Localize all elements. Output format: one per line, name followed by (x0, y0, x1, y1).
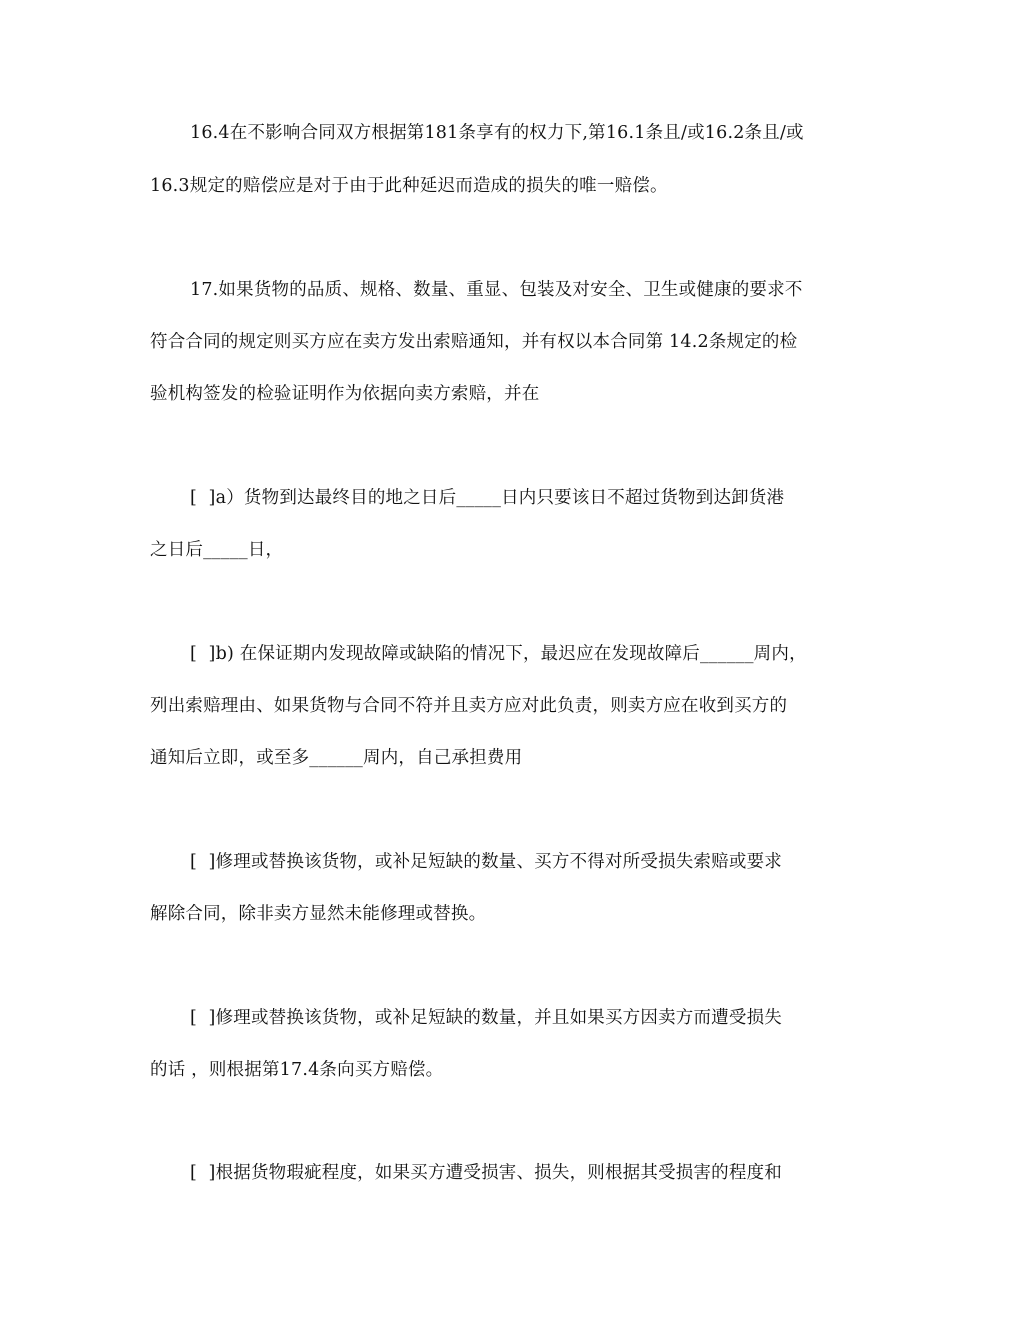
option-b-line-1: [ ]b) 在保证期内发现故障或缺陷的情况下，最迟应在发现故障后______周内， (190, 644, 807, 664)
remedy-option-3-line-1: [ ]根据货物瑕疵程度，如果买方遭受损害、损失，则根据其受损害的程度和 (190, 1163, 782, 1183)
option-a-line-1: [ ]a）货物到达最终目的地之日后_____日内只要该日不超过货物到达卸货港 (190, 488, 785, 508)
remedy-option-2-line-1: [ ]修理或替换该货物，或补足短缺的数量，并且如果买方因卖方而遭受损失 (190, 1008, 782, 1028)
paragraph-17-line-2: 符合合同的规定则买方应在卖方发出索赔通知，并有权以本合同第 14.2条规定的检 (150, 332, 798, 352)
remedy-option-2-line-2: 的话 ，则根据第17.4条向买方赔偿。 (150, 1060, 444, 1080)
paragraph-16-4-line-1: 16.4在不影响合同双方根据第181条享有的权力下,第16.1条且/或16.2条且/或 (190, 123, 804, 143)
option-a-line-2: 之日后_____日， (150, 540, 284, 560)
option-b-line-3: 通知后立即，或至多______周内，自己承担费用 (150, 748, 523, 768)
paragraph-16-4-line-2: 16.3规定的赔偿应是对于由于此种延迟而造成的损失的唯一赔偿。 (150, 176, 668, 196)
option-b-line-2: 列出索赔理由、如果货物与合同不符并且卖方应对此负责，则卖方应在收到买方的 (150, 696, 788, 716)
remedy-option-1-line-2: 解除合同，除非卖方显然未能修理或替换。 (150, 904, 487, 924)
paragraph-17-line-3: 验机构签发的检验证明作为依据向卖方索赔，并在 (150, 384, 540, 404)
paragraph-17-line-1: 17.如果货物的品质、规格、数量、重显、包装及对安全、卫生或健康的要求不 (190, 280, 803, 300)
remedy-option-1-line-1: [ ]修理或替换该货物，或补足短缺的数量、买方不得对所受损失索赔或要求 (190, 852, 782, 872)
